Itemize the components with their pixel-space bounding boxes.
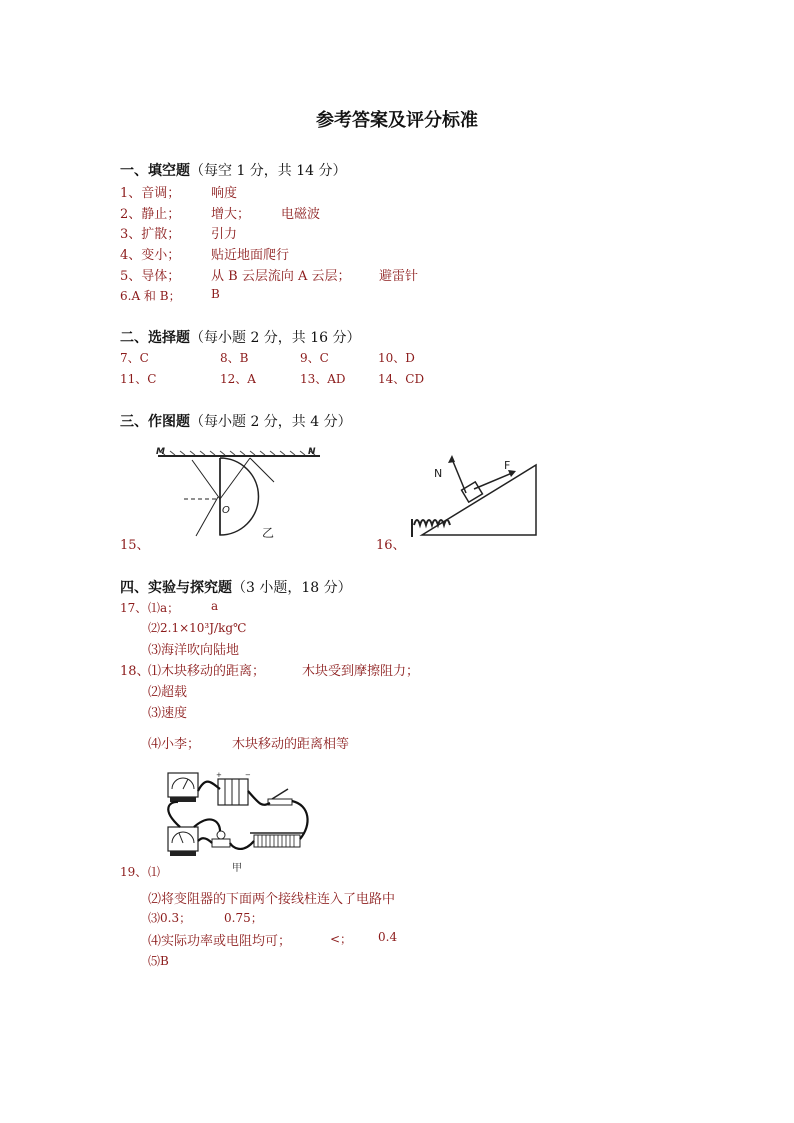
normal-force-arrow	[452, 459, 466, 493]
s2-q12: 12、A	[220, 372, 256, 386]
s1-row-3-a: 3、扩散；	[120, 227, 181, 242]
label-o: O	[222, 505, 230, 516]
q19-a3: ⑶0.3；	[148, 911, 192, 925]
figure-16-incline	[404, 445, 544, 545]
q18-num: 18、	[120, 664, 150, 679]
q18-a4b: 木块移动的距离相等	[232, 737, 350, 752]
section-3-note: （每小题 2 分，共 4 分）	[190, 414, 352, 430]
refracted-ray	[192, 460, 220, 499]
label-m: M	[156, 447, 165, 457]
q19-a2: ⑵将变阻器的下面两个接线柱连入了电路中	[148, 892, 396, 907]
s1-row-5-c: 避雷针	[379, 269, 419, 284]
section-3-header	[120, 411, 352, 431]
ammeter	[168, 827, 198, 856]
s1-row-6-b: B	[211, 287, 220, 301]
section-2-heading: 二、选择题	[120, 330, 190, 346]
section-2-note: （每小题 2 分，共 16 分）	[190, 330, 361, 346]
q17-a3: ⑶海洋吹向陆地	[148, 643, 240, 658]
s2-q10: 10、D	[378, 351, 415, 365]
force-f-arrow	[474, 473, 512, 489]
s2-q14: 14、CD	[378, 372, 425, 386]
s1-row-2-a: 2、静止；	[120, 207, 181, 222]
incident-ray	[196, 497, 218, 536]
label-yi: 乙	[262, 526, 275, 540]
section-4-header	[120, 577, 352, 597]
s2-q7: 7、C	[120, 351, 149, 365]
q18-a1b: 木块受到摩擦阻力；	[302, 664, 420, 679]
figure-19-circuit	[150, 765, 320, 875]
s1-row-4-b: 贴近地面爬行	[211, 248, 290, 263]
section-4-heading: 四、实验与探究题	[120, 580, 232, 596]
semicircle-glass	[220, 458, 258, 535]
q19-a4: ⑷实际功率或电阻均可；	[148, 934, 292, 949]
s1-row-1-b: 响度	[211, 186, 238, 201]
q19-a4b: <；	[330, 932, 353, 946]
figure-15-optics	[150, 442, 330, 542]
q19-a5: ⑸B	[148, 954, 169, 968]
s1-row-2-c: 电磁波	[281, 207, 321, 222]
label-force-f: F	[504, 459, 511, 472]
section-2-header	[120, 327, 361, 347]
q15-label: 15、	[120, 538, 150, 553]
voltmeter	[168, 773, 198, 802]
label-n: N	[308, 447, 316, 457]
q17-a2: ⑵2.1×10³J/kg℃	[148, 621, 247, 635]
s2-q9: 9、C	[300, 351, 329, 365]
s1-row-5-a: 5、导体；	[120, 269, 181, 284]
s1-row-4-a: 4、变小；	[120, 248, 181, 263]
section-1-header	[120, 160, 347, 180]
q16-label: 16、	[376, 538, 406, 553]
s1-row-2-b: 增大；	[211, 207, 251, 222]
svg-text:−: −	[245, 771, 251, 779]
q18-a3: ⑶速度	[148, 706, 188, 721]
q19-a3b: 0.75；	[224, 911, 263, 925]
section-4-note: （3 小题，18 分）	[232, 580, 352, 596]
rheostat	[250, 833, 304, 847]
q17-a1b: a	[211, 599, 219, 613]
battery	[216, 771, 251, 805]
q18-a4: ⑷小李；	[148, 737, 201, 752]
s1-row-6-a: 6.A 和 B；	[120, 289, 181, 303]
section-1-heading: 一、填空题	[120, 163, 190, 179]
q17-num: 17、	[120, 601, 148, 615]
section-3-heading: 三、作图题	[120, 414, 190, 430]
page-title: 参考答案及评分标准	[316, 110, 478, 131]
s1-row-3-b: 引力	[211, 227, 238, 242]
bulb-holder	[212, 831, 230, 847]
s2-q13: 13、AD	[300, 372, 346, 386]
s2-q8: 8、B	[220, 351, 249, 365]
label-force-n: N	[434, 467, 443, 480]
switch	[268, 789, 292, 805]
q17-a1: ⑴a；	[148, 601, 180, 615]
label-jia: 甲	[232, 863, 242, 874]
q18-a2: ⑵超载	[148, 685, 188, 700]
q19-a4c: 0.4	[378, 930, 398, 944]
s1-row-5-b: 从 B 云层流向 A 云层；	[211, 269, 351, 284]
q18-a1: ⑴木块移动的距离；	[148, 664, 266, 679]
svg-text:+: +	[216, 771, 222, 779]
section-1-note: （每空 1 分，共 14 分）	[190, 163, 347, 179]
s1-row-1-a: 1、音调；	[120, 186, 181, 201]
mirror-hatching	[160, 451, 315, 455]
s2-q11: 11、C	[120, 372, 157, 386]
q19-num: 19、	[120, 865, 148, 879]
q19-a1: ⑴	[148, 865, 161, 879]
